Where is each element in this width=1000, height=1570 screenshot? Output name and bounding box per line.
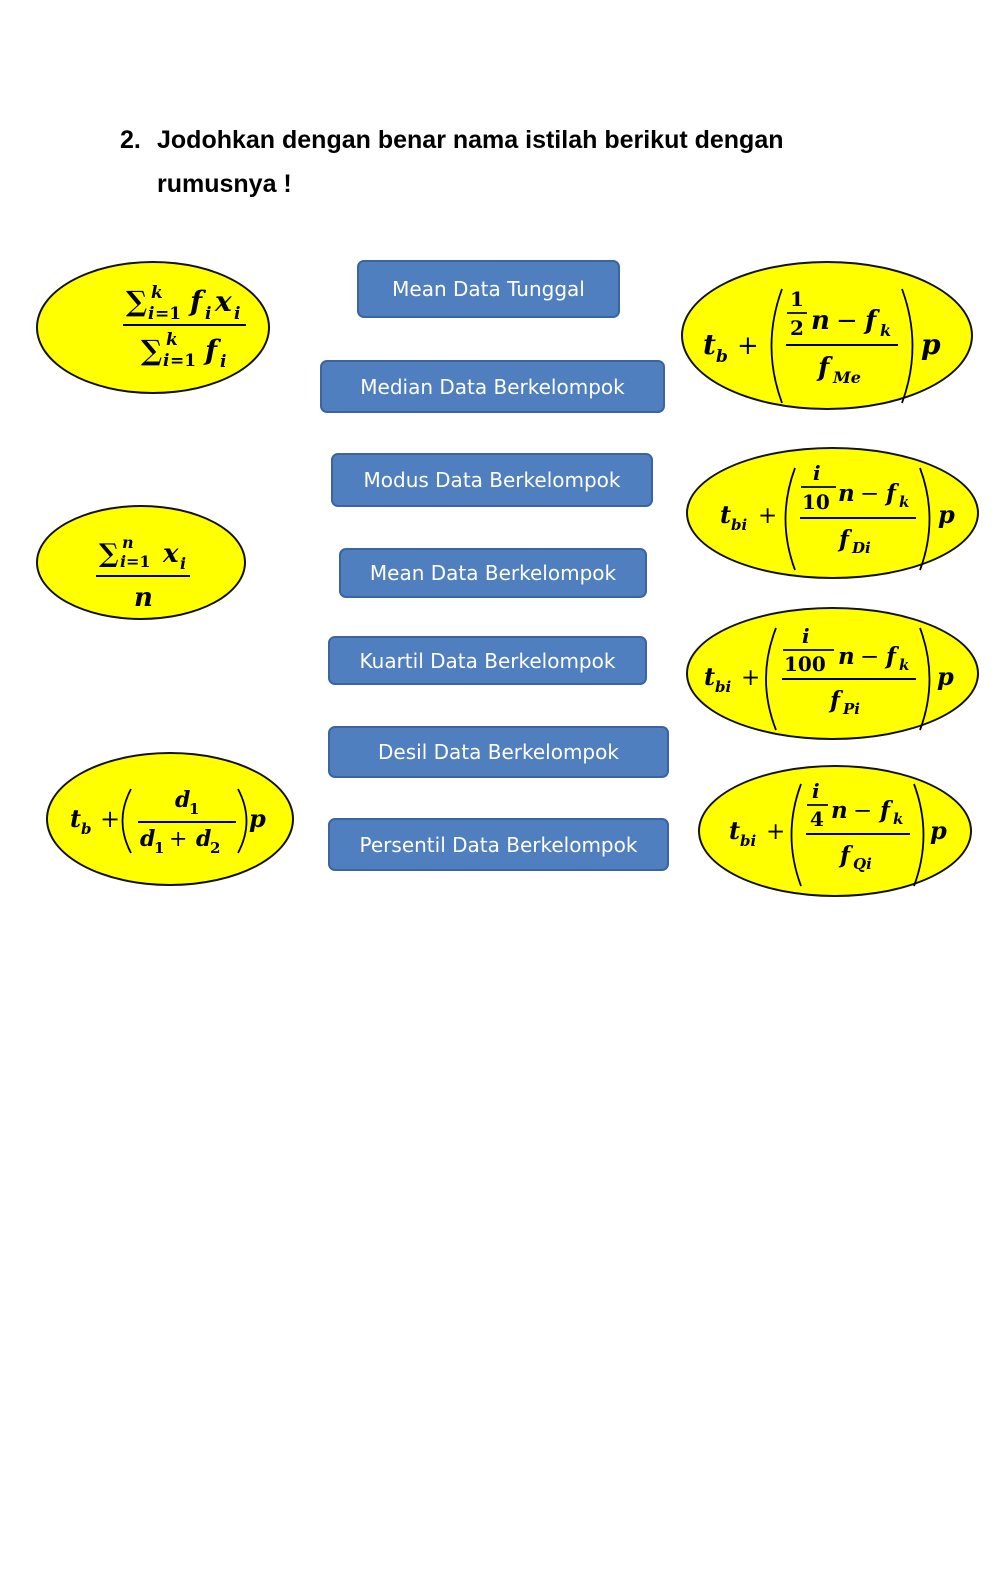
math-symbol: =1 [126,552,151,571]
term-modus-data-berkelompok[interactable]: Modus Data Berkelompok [331,453,653,507]
math-symbol: 4 [810,807,824,831]
math-symbol: − [836,306,858,336]
math-symbol: n [838,643,855,670]
math-symbol: i [120,552,127,571]
parenthesis [238,789,247,853]
parenthesis [123,789,132,853]
parenthesis [920,468,930,570]
math-symbol: x [215,285,232,318]
term-persentil-data-berkelompok[interactable]: Persentil Data Berkelompok [328,818,669,871]
math-symbol: i [180,554,187,573]
parenthesis [792,784,802,886]
math-symbol: =1 [155,304,182,324]
math-symbol: i [234,304,241,324]
math-symbol: + [758,503,778,529]
math-symbol: x [163,539,179,569]
math-symbol: bi [740,832,757,850]
math-symbol: f [886,643,896,670]
math-symbol: f [830,687,840,714]
math-symbol: d [175,787,191,813]
question-number: 2. [120,126,141,154]
math-symbol: n [122,533,134,552]
math-symbol: + [741,665,761,691]
math-symbol: 10 [802,490,830,514]
math-symbol: f [190,285,203,318]
math-symbol: n [831,797,848,824]
math-symbol: f [865,306,877,336]
math-symbol: i [802,624,810,648]
math-symbol: n [838,480,855,507]
math-symbol: − [853,798,873,824]
math-symbol: f [205,334,218,367]
math-symbol: t [704,662,716,691]
math-symbol: i [163,351,170,371]
math-symbol: n [134,583,153,613]
parenthesis [902,289,913,403]
math-symbol: i [205,304,212,324]
question-body: Jodohkan dengan benar nama istilah berikut dengan rumusnya ! [157,126,784,198]
math-symbol: − [860,481,880,507]
math-symbol: k [899,656,910,674]
term-mean-data-berkelompok[interactable]: Mean Data Berkelompok [339,548,647,598]
math-symbol: d [140,826,156,852]
formula-desil-berkelompok[interactable] [686,447,979,579]
math-symbol: b [716,347,728,367]
math-symbol: b [81,820,92,838]
formula-persentil-berkelompok-math [688,609,981,742]
math-symbol: i [813,461,821,485]
math-symbol: p [930,816,947,845]
math-symbol: 2 [210,839,221,857]
math-symbol: k [166,330,178,350]
formula-mean-berkelompok[interactable] [36,261,270,394]
math-symbol: Pi [843,700,860,718]
formula-median-berkelompok-math [683,263,975,412]
math-symbol: bi [715,678,732,696]
formula-kuartil-berkelompok[interactable] [698,765,972,897]
formula-mean-berkelompok-math [38,263,272,396]
math-symbol: p [937,662,954,691]
math-symbol: t [720,500,732,529]
math-symbol: + [766,819,786,845]
parenthesis [920,628,930,730]
math-symbol: ∑ [141,334,163,367]
math-symbol: + [169,827,188,852]
math-symbol: i [220,352,227,372]
term-kuartil-data-berkelompok[interactable]: Kuartil Data Berkelompok [328,636,647,685]
math-symbol: + [737,331,759,361]
math-symbol: ∑ [99,539,119,569]
math-symbol: 1 [154,839,165,857]
math-symbol: f [839,526,849,553]
math-symbol: p [921,328,941,361]
formula-mean-tunggal[interactable] [36,505,246,620]
math-symbol: p [249,804,266,833]
formula-mean-tunggal-math [38,507,248,622]
math-symbol: k [899,493,910,511]
parenthesis [786,468,796,570]
math-symbol: k [893,810,904,828]
term-median-data-berkelompok[interactable]: Median Data Berkelompok [320,360,665,413]
math-symbol: =1 [170,351,197,371]
term-desil-data-berkelompok[interactable]: Desil Data Berkelompok [328,726,669,778]
math-symbol: 2 [790,316,804,340]
math-symbol: ∑ [126,285,148,318]
parenthesis [772,289,783,403]
math-symbol: d [196,826,212,852]
math-symbol: k [880,321,892,340]
math-symbol: i [812,779,820,803]
math-symbol: 100 [784,652,826,676]
term-mean-data-tunggal[interactable]: Mean Data Tunggal [357,260,620,318]
math-symbol: f [818,353,830,383]
formula-median-berkelompok[interactable] [681,261,973,410]
math-symbol: n [811,306,830,336]
math-symbol: p [938,500,955,529]
math-symbol: f [840,842,850,869]
math-symbol: k [151,283,163,303]
math-symbol: 1 [189,800,200,818]
question-text [120,118,880,206]
math-symbol: f [886,480,896,507]
formula-desil-berkelompok-math [688,449,981,581]
math-symbol: − [860,644,880,670]
math-symbol: 1 [790,287,804,311]
math-symbol: Di [852,539,871,557]
math-symbol: f [880,797,890,824]
math-symbol: + [100,805,121,833]
formula-persentil-berkelompok[interactable] [686,607,979,740]
formula-kuartil-berkelompok-math [700,767,974,899]
math-symbol: t [703,328,716,361]
math-symbol: bi [731,516,748,534]
parenthesis [914,784,924,886]
parenthesis [766,628,776,730]
math-symbol: Me [833,368,861,387]
math-symbol: t [729,816,741,845]
formula-modus-berkelompok[interactable] [46,752,294,886]
math-symbol: i [148,304,155,324]
formula-modus-berkelompok-math [48,754,296,888]
math-symbol: t [70,804,82,833]
math-symbol: Qi [853,855,872,873]
